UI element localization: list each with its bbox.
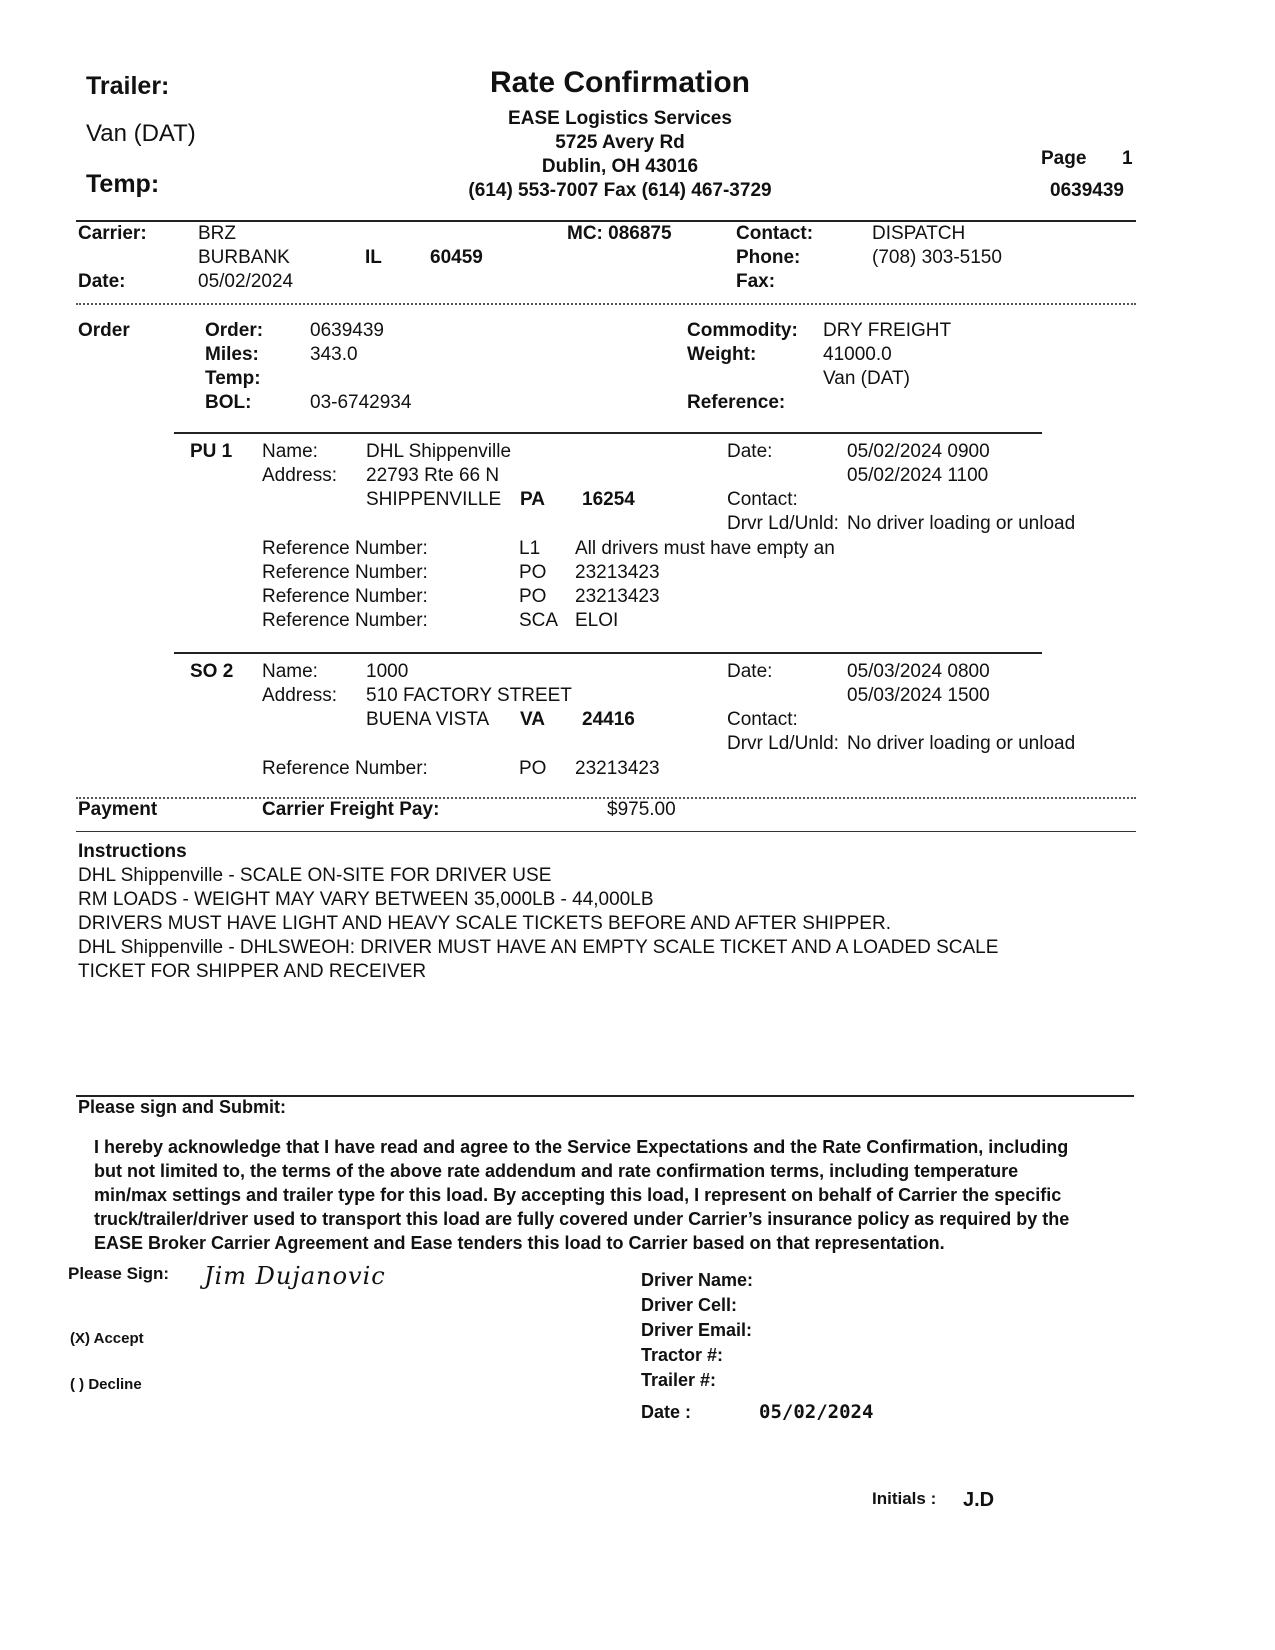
stop-date-label: Date: [727, 661, 773, 682]
sign-date-label: Date : [641, 1402, 692, 1422]
miles-label: Miles: [205, 344, 259, 365]
company-city: Dublin, OH 43016 [541, 156, 699, 177]
sign-heading: Please sign and Submit: [78, 1097, 287, 1117]
stop-name-label: Name: [262, 661, 318, 682]
acknowledgement-line: EASE Broker Carrier Agreement and Ease tenders this load to Carrier based on that representation. [94, 1233, 945, 1253]
instruction-line: DRIVERS MUST HAVE LIGHT AND HEAVY SCALE TICKETS BEFORE AND AFTER SHIPPER. [78, 913, 891, 934]
temp-label: Temp: [86, 170, 160, 198]
stop-divider [174, 432, 1042, 434]
order-value: 0639439 [310, 320, 384, 341]
company-street: 5725 Avery Rd [555, 132, 685, 153]
stop-drvr-label: Drvr Ld/Unld: [727, 733, 839, 754]
stop-date-label: Date: [727, 441, 773, 462]
divider [76, 831, 1136, 832]
reference-value: 23213423 [575, 586, 660, 607]
carrier-name: BRZ [198, 223, 236, 244]
carrier-state: IL [365, 247, 382, 268]
doc-number: 0639439 [1050, 180, 1124, 201]
stop-drvr-label: Drvr Ld/Unld: [727, 513, 839, 534]
initials-label: Initials : [872, 1489, 937, 1508]
carrier-date: 05/02/2024 [198, 271, 294, 292]
divider [76, 220, 1136, 222]
equipment-value: Van (DAT) [823, 368, 910, 389]
acknowledgement-line: min/max settings and trailer type for this load. By accepting this load, I represent on behalf of Carrier the specific [94, 1185, 1062, 1205]
carrier-freight-pay-label: Carrier Freight Pay: [262, 799, 440, 820]
instruction-line: DHL Shippenville - SCALE ON-SITE FOR DRIVER USE [78, 865, 552, 886]
miles-value: 343.0 [310, 344, 358, 365]
trailer-number-label: Trailer #: [641, 1370, 717, 1390]
acknowledgement-line: but not limited to, the terms of the above rate addendum and rate confirmation terms, including temperature [94, 1161, 1019, 1181]
weight-label: Weight: [687, 344, 757, 365]
carrier-zip: 60459 [430, 247, 483, 268]
stop-date-end: 05/02/2024 1100 [847, 465, 989, 486]
instruction-line: DHL Shippenville - DHLSWEOH: DRIVER MUST HAVE AN EMPTY SCALE TICKET AND A LOADED SCALE [78, 937, 999, 958]
stop-contact-label: Contact: [727, 489, 798, 510]
stop-contact-label: Contact: [727, 709, 798, 730]
contact-label: Contact: [736, 223, 814, 244]
trailer-value: Van (DAT) [86, 120, 196, 147]
stop-code: SO 2 [190, 661, 234, 682]
reference-value: ELOI [575, 610, 619, 631]
reference-number-label: Reference Number: [262, 610, 428, 631]
stop-name: 1000 [366, 661, 409, 682]
carrier-label: Carrier: [78, 223, 147, 244]
driver-email-label: Driver Email: [641, 1320, 753, 1340]
trailer-label: Trailer: [86, 72, 170, 100]
reference-number-label: Reference Number: [262, 586, 428, 607]
reference-number-label: Reference Number: [262, 562, 428, 583]
please-sign-label: Please Sign: [68, 1264, 170, 1283]
instruction-line: RM LOADS - WEIGHT MAY VARY BETWEEN 35,000LB - 44,000LB [78, 889, 654, 910]
stop-divider [174, 652, 1042, 654]
tractor-label: Tractor #: [641, 1345, 724, 1365]
decline-option[interactable]: ( ) Decline [70, 1376, 142, 1393]
page-title: Rate Confirmation [489, 66, 750, 99]
reference-number-label: Reference Number: [262, 538, 428, 559]
order-label: Order: [205, 320, 264, 341]
carrier-city: BURBANK [198, 247, 290, 268]
reference-value: 23213423 [575, 562, 660, 583]
company-name: EASE Logistics Services [508, 108, 732, 129]
stop-date-start: 05/03/2024 0800 [847, 661, 990, 682]
stop-zip: 16254 [582, 489, 635, 510]
stop-address: 22793 Rte 66 N [366, 465, 500, 486]
phone-value: (708) 303-5150 [872, 247, 1002, 268]
reference-value: All drivers must have empty an [575, 538, 835, 559]
signature[interactable]: Jim Dujanovic [204, 1262, 386, 1290]
divider [76, 303, 1136, 305]
reference-value: 23213423 [575, 758, 660, 779]
stop-date-end: 05/03/2024 1500 [847, 685, 990, 706]
carrier-mc: MC: 086875 [567, 223, 672, 244]
acknowledgement-line: I hereby acknowledge that I have read and agree to the Service Expectations and the Rate Confirmation, including [94, 1137, 1069, 1157]
fax-label: Fax: [736, 271, 776, 292]
reference-type: SCA [519, 610, 559, 631]
reference-number-label: Reference Number: [262, 758, 428, 779]
acknowledgement-line: truck/trailer/driver used to transport this load are fully covered under Carrier’s insurance policy as required by the [94, 1209, 1070, 1229]
stop-state: VA [520, 709, 545, 730]
commodity-label: Commodity: [687, 320, 798, 341]
reference-type: PO [519, 586, 547, 607]
page-label: Page [1041, 148, 1087, 169]
instruction-line: TICKET FOR SHIPPER AND RECEIVER [78, 961, 427, 982]
reference-label: Reference: [687, 392, 786, 413]
instructions-label: Instructions [78, 841, 187, 862]
stop-zip: 24416 [582, 709, 635, 730]
order-section-label: Order [78, 320, 130, 341]
divider [76, 797, 1136, 799]
stop-name: DHL Shippenville [366, 441, 512, 462]
reference-type: L1 [519, 538, 541, 559]
carrier-date-label: Date: [78, 271, 126, 292]
driver-name-label: Driver Name: [641, 1270, 754, 1290]
order-temp-label: Temp: [205, 368, 261, 389]
sign-date: 05/02/2024 [759, 1401, 874, 1423]
stop-drvr-value: No driver loading or unload [847, 513, 1076, 534]
stop-date-start: 05/02/2024 0900 [847, 441, 990, 462]
reference-type: PO [519, 758, 547, 779]
bol-label: BOL: [205, 392, 252, 413]
initials-value: J.D [963, 1489, 995, 1511]
stop-address-label: Address: [262, 465, 337, 486]
company-phones: (614) 553-7007 Fax (614) 467-3729 [468, 180, 772, 201]
stop-name-label: Name: [262, 441, 318, 462]
accept-option[interactable]: (X) Accept [70, 1330, 144, 1347]
stop-drvr-value: No driver loading or unload [847, 733, 1076, 754]
phone-label: Phone: [736, 247, 801, 268]
stop-address-label: Address: [262, 685, 337, 706]
reference-type: PO [519, 562, 547, 583]
stop-state: PA [520, 489, 545, 510]
page-number: 1 [1122, 148, 1133, 169]
commodity-value: DRY FREIGHT [823, 320, 952, 341]
stop-address: 510 FACTORY STREET [366, 685, 572, 706]
stop-code: PU 1 [190, 441, 233, 462]
stop-city: BUENA VISTA [366, 709, 490, 730]
weight-value: 41000.0 [823, 344, 892, 365]
contact-value: DISPATCH [872, 223, 966, 244]
stop-city: SHIPPENVILLE [366, 489, 502, 510]
carrier-freight-pay-amount: $975.00 [607, 799, 676, 820]
driver-cell-label: Driver Cell: [641, 1295, 738, 1315]
payment-label: Payment [78, 799, 158, 820]
bol-value: 03-6742934 [310, 392, 412, 413]
